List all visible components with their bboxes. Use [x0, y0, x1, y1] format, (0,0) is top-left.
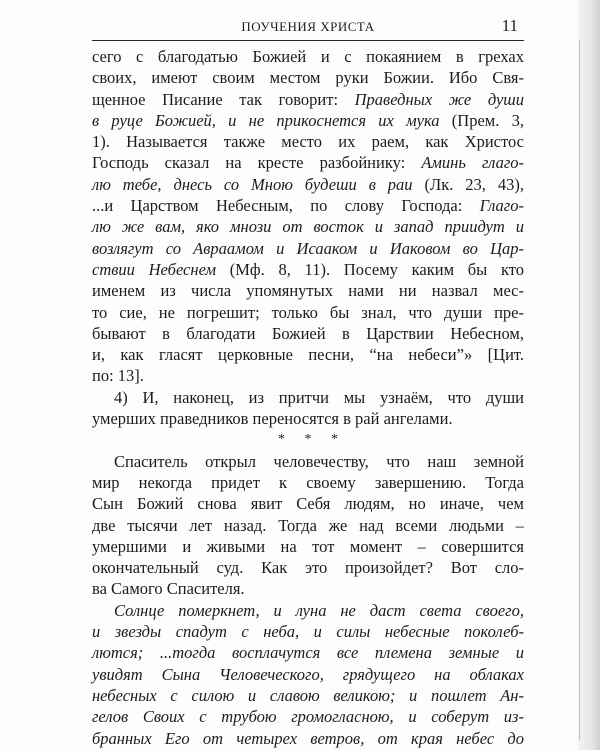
text-fragment: Сын Божий снова явит Себя людям, но иначе, чем — [92, 494, 524, 514]
text-fragment: умершими и живыми на тот момент – совершится — [92, 536, 524, 556]
text-fragment: ...и Царством Небесным, по слову Господа: — [92, 196, 480, 216]
text-line — [92, 280, 524, 301]
text-fragment: (Лк. 23, 43), — [412, 174, 524, 194]
italic-quote-fragment: Аминь глаго- — [421, 153, 524, 173]
text-fragment: 1). Называется также место их раем, как Христос — [92, 132, 524, 152]
text-fragment: своих, имеют своим местом руки Божии. Ибо Свя- — [92, 68, 524, 88]
text-line — [92, 365, 524, 386]
text-fragment: именем из числа упомянутых нами ни назвал мес- — [92, 281, 524, 301]
italic-quote-fragment: лются; ...тогда восплачутся все племена земные и — [92, 643, 524, 663]
text-line — [92, 451, 524, 472]
body-text — [92, 46, 524, 749]
text-line — [92, 195, 524, 216]
text-fragment: две тысячи лет назад. Тогда же над всеми людьми – — [92, 515, 524, 535]
text-line — [92, 557, 524, 578]
text-fragment: ва Самого Спасителя. — [92, 579, 245, 599]
text-line — [92, 728, 524, 749]
text-fragment: Господь сказал на кресте разбойнику: — [92, 153, 422, 173]
italic-quote-fragment: бранных Его от четырех ветров, от края небес до — [92, 728, 524, 748]
section-separator: * * * — [278, 432, 346, 448]
text-line — [92, 408, 524, 429]
italic-quote-fragment: Праведных же души — [354, 89, 524, 109]
italic-quote-fragment: гелов Своих с трубою громогласною, и соберут из- — [92, 707, 524, 727]
text-line — [92, 706, 524, 727]
text-line — [92, 131, 524, 152]
spine-edge-line — [579, 40, 580, 740]
text-fragment: Спаситель открыл человечеству, что наш земной — [114, 451, 524, 471]
text-line — [92, 174, 524, 195]
italic-quote-fragment: лю тебе, днесь со Мною будеши в раи — [92, 174, 413, 194]
text-line — [92, 472, 524, 493]
text-fragment: 4) И, наконец, из притчи мы узнаём, что души — [114, 387, 524, 407]
text-line — [92, 642, 524, 663]
text-line — [92, 600, 524, 621]
text-fragment: то сие, не погрешит; только бы знал, что души пре- — [92, 302, 524, 322]
text-fragment: сего с благодатью Божией и с покаянием в грехах — [92, 47, 524, 66]
text-line — [92, 664, 524, 685]
text-line — [92, 302, 524, 323]
text-line — [92, 67, 524, 88]
italic-quote-fragment: небесных с силою и славою великою; и пошлет Ан- — [92, 685, 524, 705]
text-line — [92, 89, 524, 110]
text-line — [92, 216, 524, 237]
text-line — [92, 152, 524, 173]
text-line — [92, 493, 524, 514]
text-line — [92, 578, 524, 599]
text-fragment: (Мф. 8, 11). Посему каким бы кто — [216, 259, 524, 279]
text-line — [92, 238, 524, 259]
text-line — [92, 110, 524, 131]
text-fragment: бывают в благодати Божией в Царствии Небесном, — [92, 323, 524, 343]
text-line — [92, 621, 524, 642]
running-title: ПОУЧЕНИЯ ХРИСТА — [241, 19, 375, 34]
italic-quote-fragment: лю же вам, яко мнози от восток и запад приидут и — [92, 217, 524, 237]
text-line — [92, 515, 524, 536]
italic-quote-fragment: Глаго- — [479, 196, 524, 216]
text-fragment: (Прем. 3, — [439, 110, 524, 130]
text-line — [92, 46, 524, 67]
text-line — [92, 536, 524, 557]
italic-quote-fragment: в руце Божией, и не прикоснется их мука — [92, 110, 440, 130]
text-fragment: и, как гласят церковные песни, “на небеси”» [Цит. — [92, 345, 524, 365]
page-number: 11 — [501, 16, 518, 35]
italic-quote-fragment: возлягут со Авраамом и Исааком и Иаковом во Цар- — [92, 238, 524, 258]
text-fragment: окончательный суд. Как это произойдет? Вот сло- — [92, 558, 524, 578]
italic-quote-fragment: Солнце померкнет, и луна не даст света своего, — [114, 600, 524, 620]
italic-quote-fragment: и звезды спадут с неба, и силы небесные поколеб- — [92, 622, 524, 642]
italic-quote-fragment: увидят Сына Человеческого, грядущего на облаках — [92, 664, 524, 684]
page-header — [92, 14, 524, 41]
text-line — [92, 259, 524, 280]
text-line — [92, 323, 524, 344]
text-line — [92, 387, 524, 408]
book-spine-shadow — [578, 0, 600, 750]
text-fragment: умерших праведников переносятся в рай ангелами. — [92, 409, 453, 429]
text-fragment: мир некогда придет к своему завершению. Тогда — [92, 472, 524, 492]
text-fragment: щенное Писание так говорит: — [92, 89, 355, 109]
text-line — [92, 344, 524, 365]
italic-quote-fragment: ствии Небеснем — [92, 259, 217, 279]
text-fragment: по: 13]. — [92, 366, 144, 386]
text-line — [92, 685, 524, 706]
